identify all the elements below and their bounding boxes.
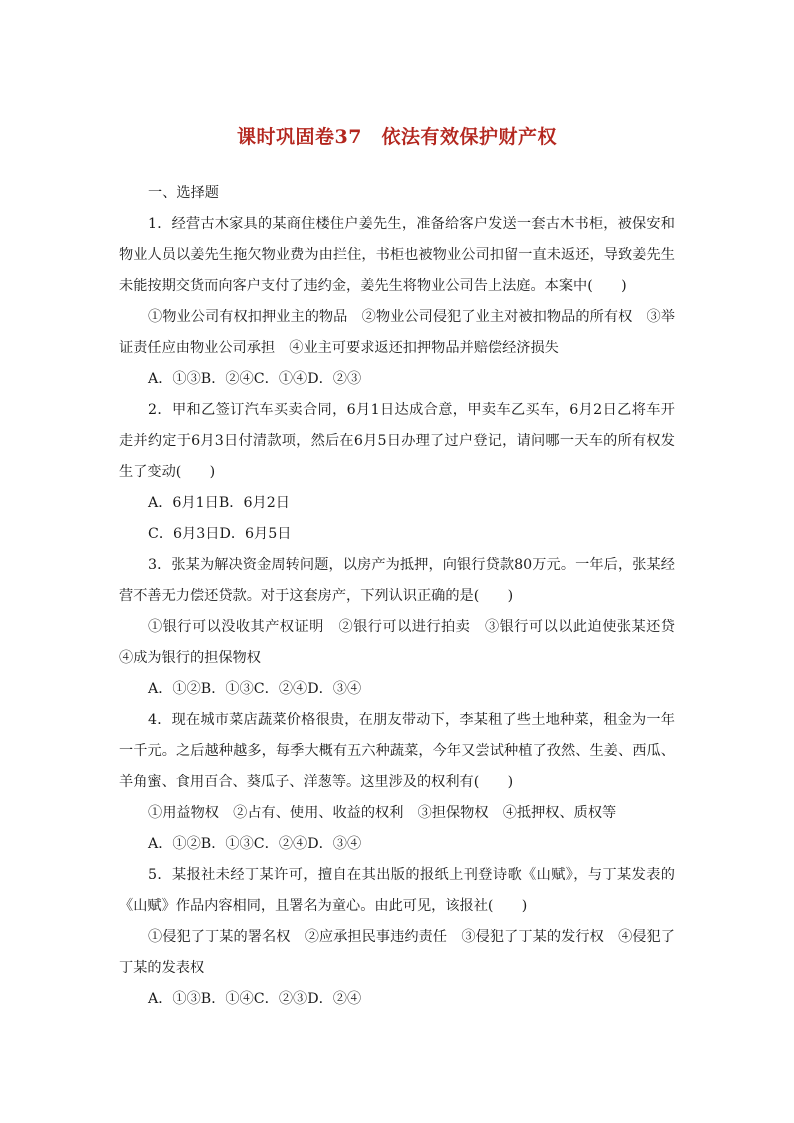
answer-options: A．①③B．②④C．①④D．②③ xyxy=(148,371,362,387)
question-stem: 2．甲和乙签订汽车买卖合同，6月1日达成合意，甲卖车乙买车，6月2日乙将车开走并约定于6月3日付清款项，然后在6月5日办理了过户登记，请问哪一天车的所有权发生了变动( ) xyxy=(119,402,675,480)
answer-options: A．6月1日B．6月2日 xyxy=(148,495,290,511)
section-heading: 一、选择题 xyxy=(148,185,219,201)
question-statements: ①用益物权 ②占有、使用、收益的权利 ③担保物权 ④抵押权、质权等 xyxy=(148,805,617,821)
answer-options: C．6月3日D．6月5日 xyxy=(148,526,292,542)
answer-options: A．①③B．①④C．②③D．②④ xyxy=(148,991,362,1007)
question-4 xyxy=(119,705,675,860)
question-stem: 3．张某为解决资金周转问题，以房产为抵押，向银行贷款80万元。一年后，张某经营不善无力偿还贷款。对于这套房产，下列认识正确的是( ) xyxy=(119,557,675,604)
question-statements: ①物业公司有权扣押业主的物品 ②物业公司侵犯了业主对被扣物品的所有权 ③举证责任应由物业公司承担 ④业主可要求返还扣押物品并赔偿经济损失 xyxy=(119,309,675,356)
question-3 xyxy=(119,550,690,705)
answer-options: A．①②B．①③C．②④D．③④ xyxy=(148,836,362,852)
document-body xyxy=(119,178,690,1015)
question-2 xyxy=(119,395,675,550)
question-stem: 4．现在城市菜店蔬菜价格很贵，在朋友带动下，李某租了些土地种菜，租金为一年一千元。之后越种越多，每季大概有五六种蔬菜，今年又尝试种植了孜然、生姜、西瓜、羊角蜜、食用百合、葵瓜子、洋葱等。这里涉及的权利有( ) xyxy=(119,712,675,790)
question-1 xyxy=(119,209,675,395)
question-statements: ①银行可以没收其产权证明 ②银行可以进行拍卖 ③银行可以以此迫使张某还贷 ④成为银行的担保物权 xyxy=(119,619,690,666)
question-statements: ①侵犯了丁某的署名权 ②应承担民事违约责任 ③侵犯了丁某的发行权 ④侵犯了丁某的发表权 xyxy=(119,929,675,976)
answer-options: A．①②B．①③C．②④D．③④ xyxy=(148,681,362,697)
question-5 xyxy=(119,860,675,1015)
page-title: 课时巩固卷37 依法有效保护财产权 xyxy=(237,126,557,148)
question-stem: 1．经营古木家具的某商住楼住户姜先生，准备给客户发送一套古木书柜，被保安和物业人员以姜先生拖欠物业费为由拦住，书柜也被物业公司扣留一直未返还，导致姜先生未能按期交货而向客户支付了违约金，姜先生将物业公司告上法庭。本案中( ) xyxy=(119,216,675,294)
question-stem: 5．某报社未经丁某许可，擅自在其出版的报纸上刊登诗歌《山赋》，与丁某发表的《山赋》作品内容相同，且署名为童心。由此可见，该报社( ) xyxy=(119,867,675,914)
